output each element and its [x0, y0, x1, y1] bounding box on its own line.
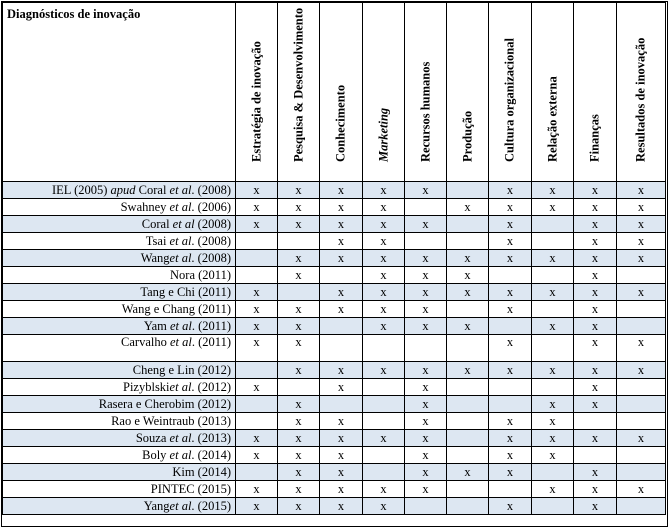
mark-cell	[447, 379, 489, 396]
mark-cell: x	[489, 464, 532, 481]
table-row	[3, 481, 666, 498]
column-header-label: Marketing	[376, 107, 390, 162]
mark-cell	[617, 498, 666, 515]
column-header-label: Cultura organizacional	[502, 38, 517, 162]
mark-cell: x	[489, 199, 532, 216]
mark-cell: x	[489, 335, 532, 362]
mark-cell: x	[320, 447, 363, 464]
mark-cell: x	[489, 182, 532, 199]
mark-cell: x	[532, 396, 574, 413]
row-label	[3, 362, 236, 379]
mark-cell	[363, 335, 405, 362]
mark-cell: x	[363, 233, 405, 250]
column-header-2	[278, 3, 320, 182]
column-header-10	[617, 3, 666, 182]
column-header-9	[574, 3, 617, 182]
row-label-part: Wang	[140, 250, 170, 265]
row-label-part: (2008)	[194, 216, 231, 231]
mark-cell: x	[236, 301, 278, 318]
mark-cell: x	[236, 335, 278, 362]
mark-cell	[278, 379, 320, 396]
row-label-part: et al	[169, 379, 192, 394]
table-row	[3, 362, 666, 379]
mark-cell	[405, 335, 447, 362]
mark-cell: x	[278, 335, 320, 362]
mark-cell: x	[574, 267, 617, 284]
row-label	[3, 318, 236, 335]
column-header-label: Pesquisa & Desenvolvimento	[291, 7, 305, 162]
mark-cell: x	[236, 216, 278, 233]
mark-cell: x	[532, 250, 574, 267]
mark-cell	[447, 447, 489, 464]
row-label-part: . (2011)	[191, 335, 231, 349]
mark-cell: x	[363, 301, 405, 318]
mark-cell: x	[236, 481, 278, 498]
row-label-part: Nora (2011)	[170, 267, 231, 282]
mark-cell: x	[532, 182, 574, 199]
mark-cell	[617, 318, 666, 335]
mark-cell: x	[236, 284, 278, 301]
mark-cell: x	[278, 447, 320, 464]
mark-cell: x	[489, 430, 532, 447]
mark-cell: x	[363, 284, 405, 301]
row-label-part: . (2011)	[191, 318, 231, 333]
mark-cell: x	[320, 413, 363, 430]
mark-cell	[574, 413, 617, 430]
mark-cell	[532, 301, 574, 318]
mark-cell: x	[363, 216, 405, 233]
table-row	[3, 284, 666, 301]
column-header-5	[405, 3, 447, 182]
table-body	[3, 182, 666, 515]
mark-cell: x	[617, 430, 666, 447]
row-label-part: . (2008)	[191, 182, 231, 197]
mark-cell	[236, 233, 278, 250]
mark-cell: x	[574, 335, 617, 362]
table-row	[3, 464, 666, 481]
mark-cell	[278, 284, 320, 301]
mark-cell	[489, 396, 532, 413]
column-header-7	[489, 3, 532, 182]
mark-cell: x	[447, 250, 489, 267]
mark-cell: x	[447, 464, 489, 481]
table-row	[3, 379, 666, 396]
mark-cell	[236, 396, 278, 413]
mark-cell: x	[447, 362, 489, 379]
mark-cell: x	[447, 284, 489, 301]
mark-cell: x	[236, 318, 278, 335]
column-header-4	[363, 3, 405, 182]
mark-cell: x	[320, 464, 363, 481]
column-header-label: Recursos humanos	[418, 61, 432, 162]
mark-cell	[447, 396, 489, 413]
mark-cell: x	[574, 318, 617, 335]
row-label-part: et al	[169, 430, 192, 445]
mark-cell: x	[532, 481, 574, 498]
row-label-part: . (2006)	[191, 199, 231, 214]
column-header-label: Conhecimento	[333, 84, 348, 162]
row-label	[3, 216, 236, 233]
row-label-part: Tsai	[145, 233, 170, 248]
mark-cell: x	[489, 233, 532, 250]
row-label-part: et al	[172, 216, 195, 231]
mark-cell: x	[405, 301, 447, 318]
mark-cell	[617, 413, 666, 430]
mark-cell: x	[617, 250, 666, 267]
mark-cell	[617, 447, 666, 464]
row-label	[3, 481, 236, 498]
mark-cell	[617, 396, 666, 413]
mark-cell: x	[363, 481, 405, 498]
mark-cell	[236, 250, 278, 267]
row-label-part: Souza	[135, 430, 170, 445]
mark-cell	[236, 413, 278, 430]
mark-cell	[532, 216, 574, 233]
mark-cell: x	[574, 216, 617, 233]
mark-cell: x	[617, 284, 666, 301]
mark-cell: x	[574, 430, 617, 447]
mark-cell: x	[617, 216, 666, 233]
mark-cell	[489, 481, 532, 498]
mark-cell: x	[574, 182, 617, 199]
mark-cell: x	[617, 182, 666, 199]
mark-cell: x	[574, 250, 617, 267]
row-label-part: PINTEC (2015)	[150, 481, 231, 496]
innovation-diagnostics-table	[2, 2, 666, 515]
mark-cell: x	[236, 430, 278, 447]
mark-cell: x	[405, 250, 447, 267]
mark-cell	[447, 430, 489, 447]
row-label-part: . (2008)	[191, 233, 231, 248]
mark-cell: x	[278, 481, 320, 498]
mark-cell: x	[532, 447, 574, 464]
mark-cell: x	[278, 199, 320, 216]
row-label-part: . (2008)	[191, 250, 231, 265]
mark-cell: x	[363, 318, 405, 335]
mark-cell: x	[405, 447, 447, 464]
row-label-part: Kim (2014)	[172, 464, 231, 479]
mark-cell: x	[320, 301, 363, 318]
row-label	[3, 199, 236, 216]
mark-cell: x	[532, 430, 574, 447]
mark-cell: x	[320, 481, 363, 498]
mark-cell: x	[532, 413, 574, 430]
mark-cell: x	[489, 498, 532, 515]
mark-cell	[447, 182, 489, 199]
mark-cell: x	[532, 318, 574, 335]
mark-cell: x	[617, 233, 666, 250]
mark-cell: x	[278, 267, 320, 284]
mark-cell: x	[405, 362, 447, 379]
row-label-part: Wang e Chang (2011)	[121, 301, 231, 316]
mark-cell: x	[617, 481, 666, 498]
mark-cell: x	[489, 301, 532, 318]
row-label-part: . (2012)	[191, 379, 231, 394]
mark-cell	[405, 233, 447, 250]
table-row	[3, 396, 666, 413]
row-label-part: Pizyblski	[123, 379, 170, 394]
mark-cell: x	[574, 301, 617, 318]
mark-cell	[363, 379, 405, 396]
table-row	[3, 318, 666, 335]
mark-cell	[363, 464, 405, 481]
mark-cell	[320, 335, 363, 362]
mark-cell	[447, 481, 489, 498]
mark-cell: x	[320, 362, 363, 379]
mark-cell: x	[574, 498, 617, 515]
mark-cell	[236, 464, 278, 481]
table-row	[3, 216, 666, 233]
mark-cell: x	[320, 379, 363, 396]
column-header-label: Estratégia de inovação	[249, 41, 263, 162]
row-label-part: . (2015)	[191, 498, 231, 513]
table-row	[3, 301, 666, 318]
mark-cell	[532, 464, 574, 481]
column-header-label: Finanças	[587, 114, 602, 162]
mark-cell: x	[574, 379, 617, 396]
mark-cell: x	[489, 413, 532, 430]
mark-cell: x	[278, 396, 320, 413]
row-label-part: et al	[169, 182, 192, 197]
mark-cell: x	[532, 362, 574, 379]
mark-cell: x	[320, 233, 363, 250]
mark-cell	[532, 335, 574, 362]
mark-cell: x	[489, 362, 532, 379]
mark-cell: x	[363, 362, 405, 379]
mark-cell	[532, 267, 574, 284]
row-label	[3, 250, 236, 267]
row-label	[3, 396, 236, 413]
row-label	[3, 267, 236, 284]
mark-cell: x	[405, 379, 447, 396]
mark-cell: x	[278, 413, 320, 430]
row-label	[3, 284, 236, 301]
row-label-part: et al	[169, 250, 192, 265]
table-row	[3, 335, 666, 362]
row-label	[3, 447, 236, 464]
column-header-8	[532, 3, 574, 182]
row-label-part: Boly	[142, 447, 170, 462]
mark-cell: x	[447, 267, 489, 284]
mark-cell	[363, 447, 405, 464]
row-label	[3, 413, 236, 430]
mark-cell	[617, 267, 666, 284]
mark-cell: x	[617, 362, 666, 379]
mark-cell	[405, 498, 447, 515]
row-label	[3, 182, 236, 199]
row-label-part: . (2014)	[191, 447, 231, 462]
mark-cell: x	[489, 447, 532, 464]
mark-cell: x	[405, 396, 447, 413]
table-row	[3, 430, 666, 447]
row-label	[3, 498, 236, 515]
row-label-part: IEL (2005)	[51, 182, 111, 197]
mark-cell: x	[320, 284, 363, 301]
mark-cell: x	[405, 267, 447, 284]
column-header-label: Resultados de inovação	[633, 37, 648, 162]
mark-cell: x	[363, 199, 405, 216]
mark-cell	[236, 267, 278, 284]
mark-cell	[447, 335, 489, 362]
mark-cell: x	[320, 199, 363, 216]
mark-cell	[320, 318, 363, 335]
mark-cell	[617, 464, 666, 481]
mark-cell: x	[278, 498, 320, 515]
mark-cell	[278, 233, 320, 250]
mark-cell: x	[405, 413, 447, 430]
mark-cell: x	[236, 182, 278, 199]
mark-cell	[405, 199, 447, 216]
mark-cell: x	[574, 481, 617, 498]
table-row	[3, 182, 666, 199]
row-label-part: Swahney	[120, 199, 170, 214]
mark-cell: x	[236, 498, 278, 515]
row-label	[3, 233, 236, 250]
mark-cell: x	[405, 464, 447, 481]
mark-cell: x	[447, 199, 489, 216]
row-label-part: . (2013)	[191, 430, 231, 445]
mark-cell: x	[405, 430, 447, 447]
mark-cell: x	[617, 199, 666, 216]
row-label-part: Coral	[135, 182, 170, 197]
innovation-diagnostics-table-frame	[1, 1, 668, 527]
mark-cell	[617, 301, 666, 318]
mark-cell: x	[320, 250, 363, 267]
mark-cell	[236, 362, 278, 379]
mark-cell: x	[574, 362, 617, 379]
row-label-part: et al	[170, 318, 192, 333]
mark-cell	[617, 379, 666, 396]
mark-cell: x	[278, 464, 320, 481]
mark-cell: x	[405, 318, 447, 335]
mark-cell: x	[320, 182, 363, 199]
mark-cell	[532, 379, 574, 396]
table-row	[3, 267, 666, 284]
mark-cell: x	[363, 430, 405, 447]
table-row	[3, 447, 666, 464]
mark-cell: x	[574, 464, 617, 481]
row-label-part: Rao e Weintraub (2013)	[111, 413, 231, 428]
mark-cell: x	[363, 182, 405, 199]
row-label-part: Carvalho	[121, 335, 170, 349]
header-row	[3, 3, 666, 182]
column-header-6	[447, 3, 489, 182]
mark-cell: x	[447, 318, 489, 335]
row-label-part: et al	[170, 335, 192, 349]
row-label-part: Cheng e Lin (2012)	[132, 362, 231, 377]
mark-cell	[320, 267, 363, 284]
mark-cell: x	[617, 335, 666, 362]
mark-cell: x	[278, 182, 320, 199]
table-row	[3, 250, 666, 267]
mark-cell: x	[405, 182, 447, 199]
row-label-part: et al	[169, 447, 192, 462]
column-header-label: Relação externa	[545, 76, 559, 162]
mark-cell: x	[363, 267, 405, 284]
row-label-part: Tang e Chi (2011)	[140, 284, 231, 299]
mark-cell: x	[320, 498, 363, 515]
row-label-part: Rasera e Cherobim (2012)	[98, 396, 231, 411]
row-label	[3, 379, 236, 396]
mark-cell: x	[489, 250, 532, 267]
mark-cell: x	[278, 216, 320, 233]
mark-cell: x	[320, 216, 363, 233]
mark-cell: x	[489, 216, 532, 233]
mark-cell: x	[532, 284, 574, 301]
mark-cell: x	[278, 301, 320, 318]
column-header-3	[320, 3, 363, 182]
row-label-part: apud	[110, 182, 136, 197]
mark-cell	[320, 396, 363, 413]
row-label	[3, 464, 236, 481]
mark-cell: x	[278, 362, 320, 379]
mark-cell: x	[532, 199, 574, 216]
row-label-part: et al	[169, 199, 192, 214]
mark-cell	[574, 447, 617, 464]
row-label	[3, 301, 236, 318]
mark-cell: x	[236, 447, 278, 464]
column-header-1	[236, 3, 278, 182]
mark-cell: x	[574, 284, 617, 301]
mark-cell: x	[236, 199, 278, 216]
row-label-part: Yang	[143, 498, 170, 513]
mark-cell: x	[278, 250, 320, 267]
row-label	[3, 430, 236, 447]
mark-cell: x	[574, 199, 617, 216]
column-header-label: Produção	[460, 110, 474, 162]
row-label	[3, 335, 236, 362]
table-row	[3, 233, 666, 250]
table-row	[3, 199, 666, 216]
mark-cell	[532, 233, 574, 250]
mark-cell: x	[320, 430, 363, 447]
row-label-part: et al	[169, 498, 192, 513]
mark-cell: x	[278, 430, 320, 447]
mark-cell	[447, 301, 489, 318]
table-row	[3, 498, 666, 515]
row-label-part: Coral	[141, 216, 173, 231]
mark-cell: x	[363, 498, 405, 515]
mark-cell	[447, 233, 489, 250]
mark-cell	[489, 379, 532, 396]
mark-cell: x	[405, 216, 447, 233]
mark-cell: x	[489, 284, 532, 301]
row-label-part: et al	[169, 233, 192, 248]
mark-cell	[363, 413, 405, 430]
mark-cell	[532, 498, 574, 515]
mark-cell	[363, 396, 405, 413]
mark-cell: x	[574, 233, 617, 250]
mark-cell: x	[405, 284, 447, 301]
mark-cell: x	[574, 396, 617, 413]
mark-cell	[447, 498, 489, 515]
mark-cell: x	[278, 318, 320, 335]
mark-cell	[489, 318, 532, 335]
table-row	[3, 413, 666, 430]
corner-header: Diagnósticos de inovação	[3, 3, 236, 182]
mark-cell: x	[236, 379, 278, 396]
mark-cell: x	[405, 481, 447, 498]
mark-cell	[447, 216, 489, 233]
mark-cell	[447, 413, 489, 430]
row-label-part: Yam	[143, 318, 170, 333]
mark-cell: x	[363, 250, 405, 267]
mark-cell	[489, 267, 532, 284]
